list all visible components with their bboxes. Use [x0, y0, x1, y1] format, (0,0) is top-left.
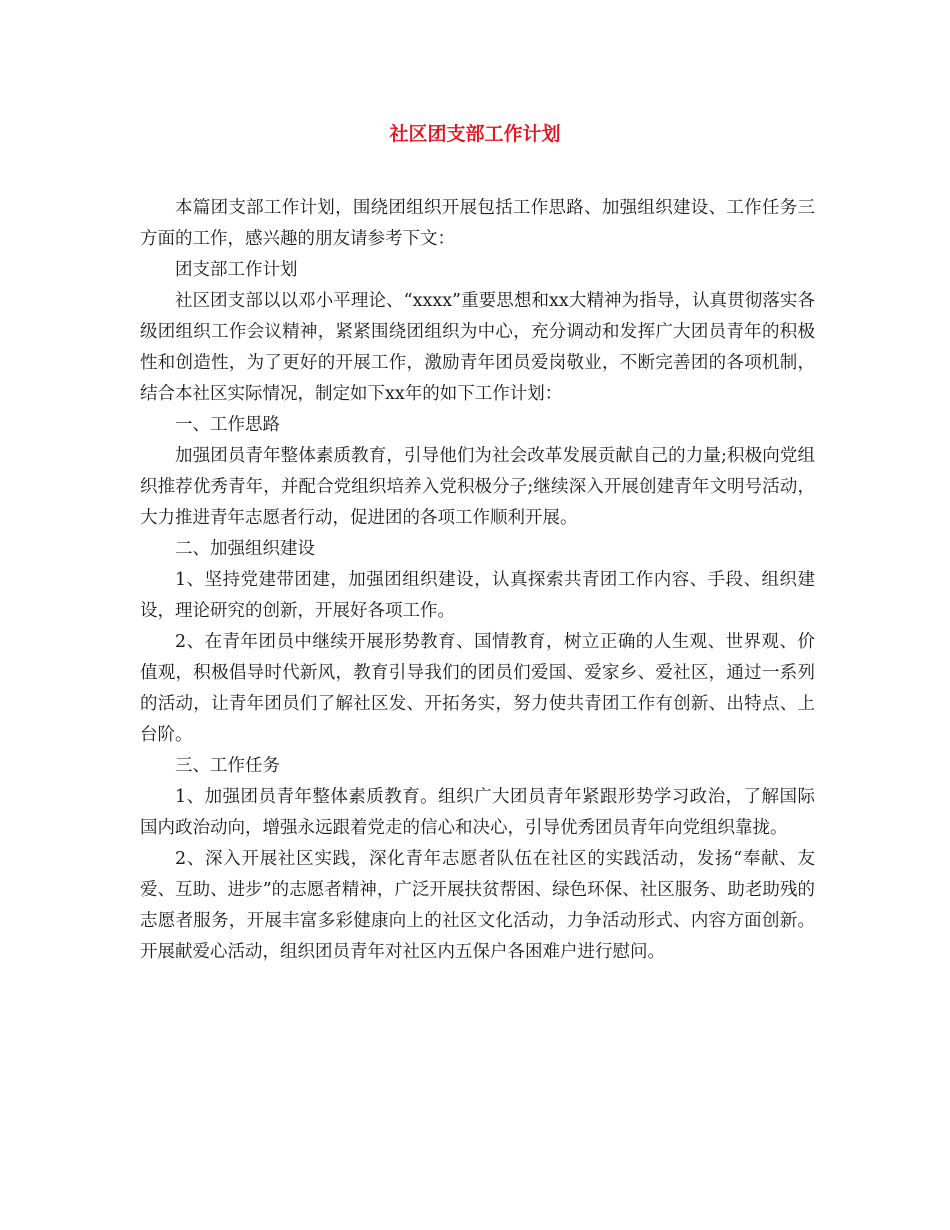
work-ideas-paragraph: 加强团员青年整体素质教育，引导他们为社会改革发展贡献自己的力量;积极向党组织推荐优秀青年，并配合党组织培养入党积极分子;继续深入开展创建青年文明号活动，大力推进青年志愿者行动，促进团的各项工作顺利开展。: [140, 446, 815, 528]
tasks-item-1: 1、加强团员青年整体素质教育。组织广大团员青年紧跟形势学习政治，了解国际国内政治动向，增强永远跟着党走的信心和决心，引导优秀团员青年向党组织靠拢。: [140, 787, 815, 838]
section-heading-work-ideas: 一、工作思路: [175, 415, 280, 435]
intro-paragraph: 本篇团支部工作计划，围绕团组织开展包括工作思路、加强组织建设、工作任务三方面的工作，感兴趣的朋友请参考下文：: [140, 198, 815, 249]
organization-item-1: 1、坚持党建带团建，加强团组织建设，认真探索共青团工作内容、手段、组织建设，理论研究的创新，开展好各项工作。: [140, 570, 815, 621]
organization-item-2: 2、在青年团员中继续开展形势教育、国情教育，树立正确的人生观、世界观、价值观，积极倡导时代新风，教育引导我们的团员们爱国、爱家乡、爱社区，通过一系列的活动，让青年团员们了解社区发、开拓务实，努力使共青团工作有创新、出特点、上台阶。: [140, 632, 815, 745]
section-heading-organization: 二、加强组织建设: [175, 539, 315, 559]
document-body: [140, 193, 815, 968]
guiding-paragraph: 社区团支部以以邓小平理论、“xxxx”重要思想和xx大精神为指导，认真贯彻落实各级团组织工作会议精神，紧紧围绕团组织为中心，充分调动和发挥广大团员青年的积极性和创造性，为了更好的开展工作，激励青年团员爱岗敬业，不断完善团的各项机制，结合本社区实际情况，制定如下xx年的如下工作计划：: [140, 291, 815, 404]
document-title: 社区团支部工作计划: [389, 123, 561, 145]
section-heading-tasks: 三、工作任务: [175, 756, 280, 776]
tasks-item-2: 2、深入开展社区实践，深化青年志愿者队伍在社区的实践活动，发扬“奉献、友爱、互助、进步”的志愿者精神，广泛开展扶贫帮困、绿色环保、社区服务、助老助残的志愿者服务，开展丰富多彩健康向上的社区文化活动，力争活动形式、内容方面创新。开展献爱心活动，组织团员青年对社区内五保户各困难户进行慰问。: [140, 849, 815, 962]
plan-subtitle: 团支部工作计划: [175, 260, 298, 280]
